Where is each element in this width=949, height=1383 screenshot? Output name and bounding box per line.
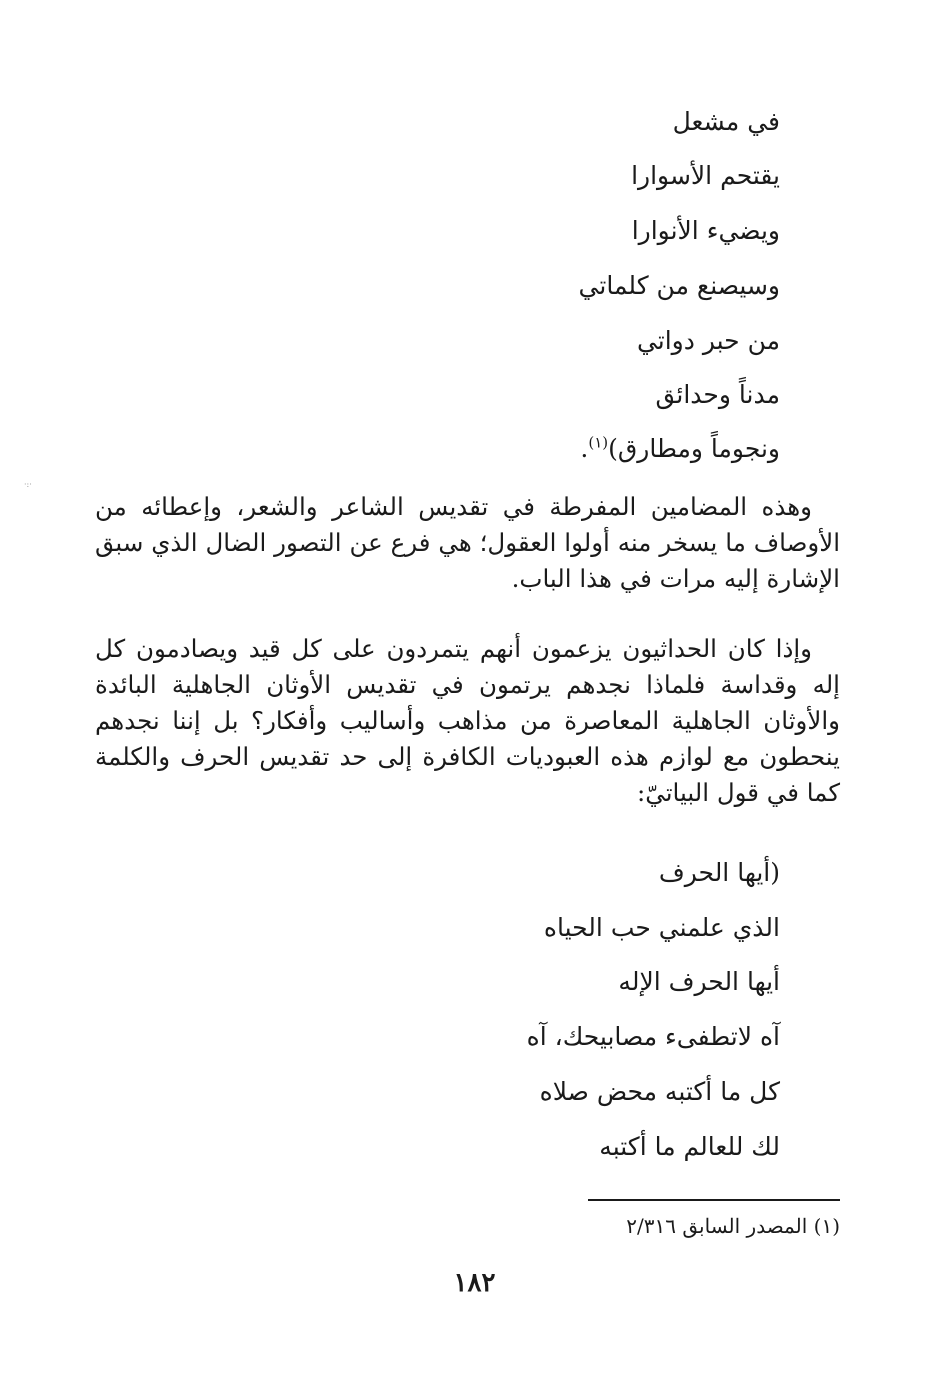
footnote-marker: (١) xyxy=(813,1214,840,1238)
footnote-divider xyxy=(588,1199,840,1201)
poem-2-line-6: لك للعالم ما أكتبه xyxy=(599,1132,780,1161)
poem-2-line-4: آه لاتطفىء مصابيحك، آه xyxy=(526,1022,780,1051)
poem-1-line-7-text: ونجوماً ومطارق) xyxy=(608,434,780,463)
paragraph-2-text: وإذا كان الحداثيون يزعمون أنهم يتمردون على كل قيد ويصادمون كل إله وقداسة فلماذا نجدهم يرتمون في تقديس الأوثان الجاهلية البائدة والأوثان الجاهلية المعاصرة من مذاهب وأساليب وأفكار؟ بل إننا نجدهم ينحطون مع لوازم هذه العبوديات الكافرة إلى حد تقديس الحرف والكلمة كما في قول البياتيّ: xyxy=(95,634,840,807)
footnote-text: المصدر السابق ٢/٣١٦ xyxy=(626,1214,808,1238)
footnote-reference: (١) xyxy=(588,433,609,452)
paragraph-2 xyxy=(95,631,840,811)
poem-1-line-5: من حبر دواتي xyxy=(636,326,780,355)
poem-2-line-3: أيها الحرف الإله xyxy=(618,967,780,996)
poem-1-line-4: وسيصنع من كلماتي xyxy=(578,271,780,300)
margin-mark: ·:· xyxy=(24,480,32,489)
poem-1-end-punctuation: . xyxy=(580,434,589,463)
poem-1-line-1: في مشعل xyxy=(672,107,780,136)
poem-2-line-1: (أيها الحرف xyxy=(658,858,780,887)
poem-1-line-3: ويضيء الأنوارا xyxy=(631,216,780,245)
book-page xyxy=(95,0,840,1383)
paragraph-1-text: وهذه المضامين المفرطة في تقديس الشاعر والشعر، وإعطائه من الأوصاف ما يسخر منه أولوا العقول؛ هي فرع عن التصور الضال الذي سبق الإشارة إليه مرات في هذا الباب. xyxy=(95,492,840,593)
footnote xyxy=(626,1212,840,1240)
paragraph-1 xyxy=(95,489,840,597)
page-number: ١٨٢ xyxy=(453,1268,496,1298)
poem-2-line-2: الذي علمني حب الحياه xyxy=(543,913,780,942)
poem-1-line-6: مدناً وحدائق xyxy=(655,380,780,409)
poem-2-line-5: كل ما أكتبه محض صلاه xyxy=(539,1077,780,1106)
poem-1-line-2: يقتحم الأسوارا xyxy=(631,161,780,190)
poem-1-line-7 xyxy=(580,434,780,464)
